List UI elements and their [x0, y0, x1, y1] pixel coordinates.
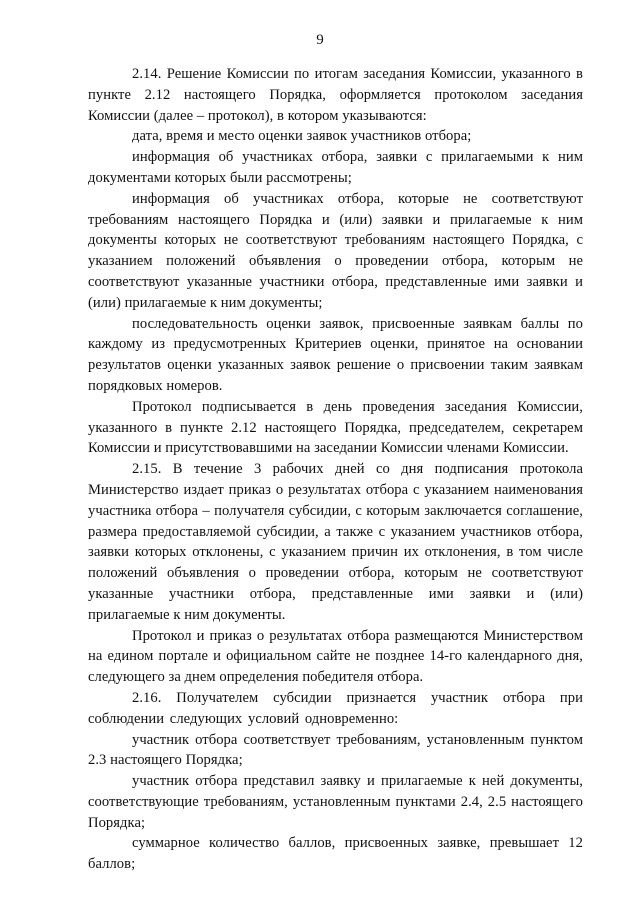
list-item-evaluation-sequence: последовательность оценки заявок, присвоенные заявкам баллы по каждому из предусмотренных Критериев оценки, принятое на основании результатов оценки указанных заявок решение о присвоении таким заявкам порядковых номеров. — [88, 315, 583, 394]
list-item-requirements-2-3: участник отбора соответствует требованиям, установленным пунктом 2.3 настоящего Порядка; — [88, 731, 583, 769]
list-item-documents-2-4-2-5: участник отбора представил заявку и прилагаемые к ней документы, соответствующие требованиям, установленным пунктами 2.4, 2.5 настоящего Порядка; — [88, 773, 583, 831]
paragraph-2-16: 2.16. Получателем субсидии признается участник отбора при соблюдении следующих условий одновременно: — [88, 689, 583, 727]
list-item-participants-reviewed: информация об участниках отбора, заявки с прилагаемыми к ним документами которых были рассмотрены; — [88, 149, 583, 186]
paragraph-publication: Протокол и приказ о результатах отбора размещаются Министерством на едином портале и официальном сайте не позднее 14-го календарного дня, следующего за днем определения победителя отбора. — [88, 627, 583, 686]
page-number: 9 — [316, 32, 324, 48]
paragraph-protocol-signing: Протокол подписывается в день проведения заседания Комиссии, указанного в пункте 2.12 настоящего Порядка, председателем, секретарем Комиссии и присутствовавшими на заседании Комиссии членами Комиссии. — [88, 398, 583, 457]
list-item-date-time-place: дата, время и место оценки заявок участников отбора; — [132, 128, 472, 145]
document-body — [88, 64, 583, 875]
list-item-score-threshold: суммарное количество баллов, присвоенных заявке, превышает 12 баллов; — [88, 835, 583, 873]
list-item-participants-nonconforming: информация об участниках отбора, которые не соответствуют требованиям настоящего Порядка и (или) заявки и прилагаемые к ним документы которых не соответствуют требованиям настоящего Порядка, с указанием положений объявления о проведении отбора, которым не соответствуют указанные участники отбора, представленные ими заявки и (или) прилагаемые к ним документы; — [88, 190, 583, 311]
paragraph-2-15: 2.15. В течение 3 рабочих дней со дня подписания протокола Министерство издает приказ о результатах отбора с указанием наименования участника отбора – получателя субсидии, с которым заключается соглашение, размера предоставляемой субсидии, а также с указанием участников отбора, заявки которых отклонены, с указанием причин их отклонения, в том числе положений объявления о проведении отбора, которым не соответствуют указанные участники отбора, представленные ими заявки и (или) прилагаемые к ним документы. — [88, 461, 583, 623]
paragraph-2-14: 2.14. Решение Комиссии по итогам заседания Комиссии, указанного в пункте 2.12 настоящего Порядка, оформляется протоколом заседания Комиссии (далее – протокол), в котором указываются: — [88, 66, 583, 124]
